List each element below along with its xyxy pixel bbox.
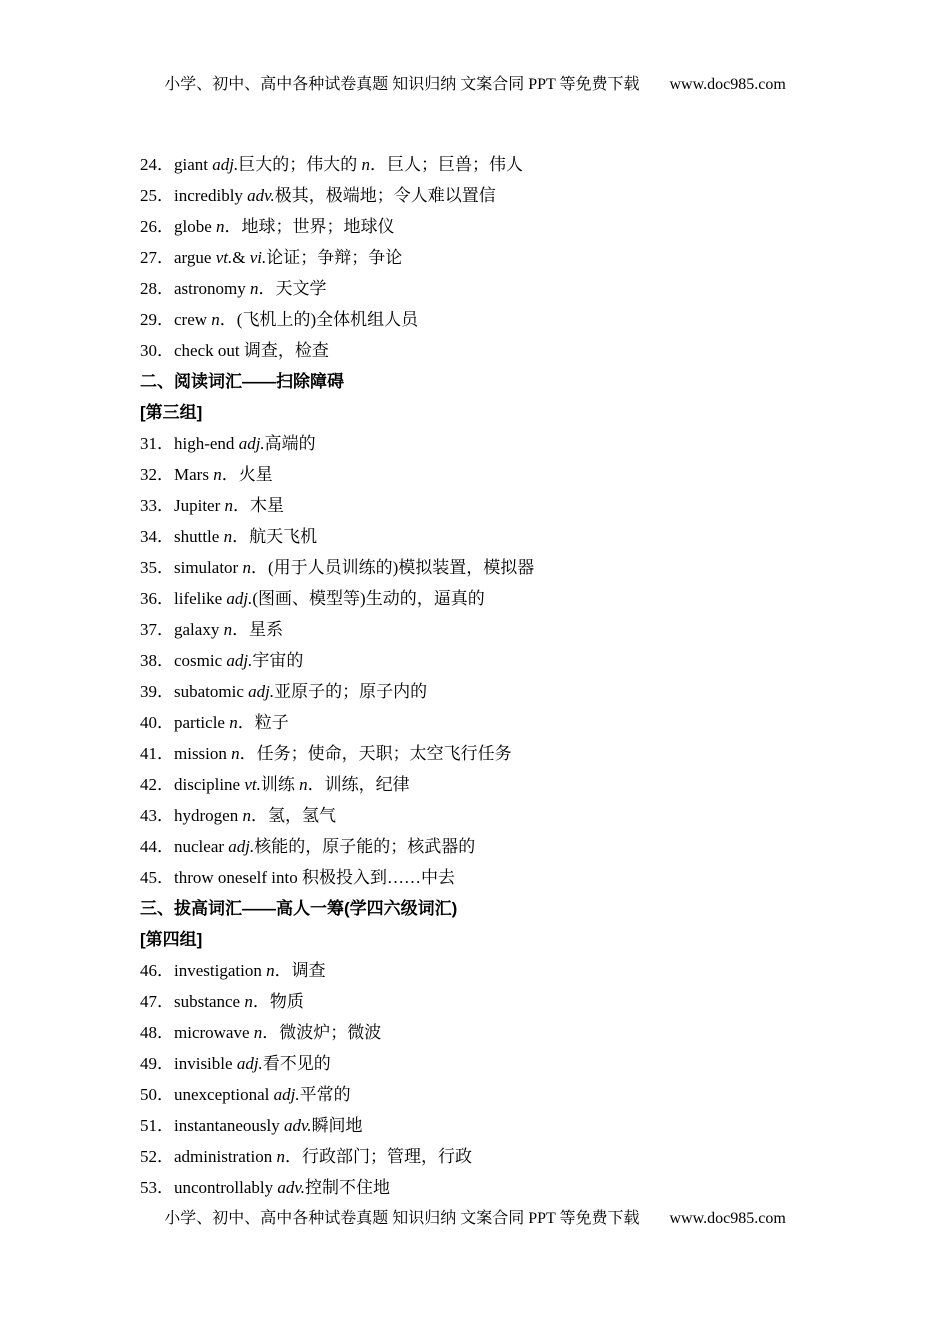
- chinese-definition: ．火星: [221, 465, 273, 484]
- chinese-definition: ．训练，纪律: [307, 775, 410, 794]
- vocab-entry: [140, 211, 950, 242]
- vocab-entry: [140, 335, 950, 366]
- vocab-entry: [140, 1079, 950, 1110]
- group-label: [第四组]: [140, 930, 203, 949]
- chinese-definition: ．粒子: [237, 713, 289, 732]
- vocab-entry: [140, 831, 950, 862]
- entry-number: 46．: [140, 961, 174, 980]
- vocab-entry: [140, 707, 950, 738]
- chinese-definition: 训练: [260, 775, 300, 794]
- english-term: crew: [174, 310, 212, 329]
- vocab-entry: [140, 1141, 950, 1172]
- english-term: substance: [174, 992, 245, 1011]
- entry-number: 24．: [140, 155, 174, 174]
- entry-number: 40．: [140, 713, 174, 732]
- entry-number: 36．: [140, 589, 174, 608]
- footer-site-url: www.doc985.com: [669, 1210, 786, 1227]
- english-term: invisible: [174, 1054, 237, 1073]
- english-term: high-end: [174, 434, 239, 453]
- part-of-speech: n: [242, 806, 251, 825]
- chinese-definition: ．任务；使命，天职；太空飞行任务: [239, 744, 512, 763]
- vocab-entry: [140, 769, 950, 800]
- chinese-definition: ．航天飞机: [232, 527, 318, 546]
- chinese-definition: (图画、模型等)生动的，逼真的: [252, 589, 485, 608]
- vocab-entry: [140, 955, 950, 986]
- part-of-speech: adj.: [212, 155, 239, 174]
- vocab-entry: [140, 552, 950, 583]
- part-of-speech: n: [253, 1023, 263, 1042]
- chinese-definition: 论证；争辩；争论: [266, 248, 403, 267]
- chinese-definition: ．星系: [232, 620, 284, 639]
- vocab-entry: [140, 242, 950, 273]
- vocab-entry: [140, 862, 950, 893]
- english-term: discipline: [174, 775, 245, 794]
- entry-number: 38．: [140, 651, 174, 670]
- entry-number: 48．: [140, 1023, 174, 1042]
- footer-text: 小学、初中、高中各种试卷真题 知识归纳 文案合同 PPT 等免费下载: [164, 1210, 640, 1227]
- part-of-speech: n: [244, 992, 253, 1011]
- entry-number: 50．: [140, 1085, 174, 1104]
- vocab-entry: [140, 738, 950, 769]
- vocab-entry: [140, 583, 950, 614]
- english-term: Jupiter: [174, 496, 225, 515]
- english-term: globe: [174, 217, 217, 236]
- part-of-speech: adj.: [226, 651, 253, 670]
- chinese-definition: 宇宙的: [252, 651, 304, 670]
- entry-number: 51．: [140, 1116, 174, 1135]
- english-term: uncontrollably: [174, 1178, 278, 1197]
- english-term: instantaneously: [174, 1116, 285, 1135]
- entry-number: 43．: [140, 806, 174, 825]
- part-of-speech: n: [231, 744, 240, 763]
- chinese-definition: 瞬间地: [311, 1116, 363, 1135]
- part-of-speech: n: [361, 155, 370, 174]
- chinese-definition: ．木星: [233, 496, 285, 515]
- entry-number: 42．: [140, 775, 174, 794]
- chinese-definition: ．行政部门；管理，行政: [284, 1147, 472, 1166]
- entry-number: 25．: [140, 186, 174, 205]
- part-of-speech: n: [229, 713, 238, 732]
- chinese-definition: 平常的: [299, 1085, 351, 1104]
- part-of-speech: adj.: [226, 589, 253, 608]
- english-term: check out: [174, 341, 244, 360]
- chinese-definition: ．(飞机上的)全体机组人员: [219, 310, 419, 329]
- english-term: administration: [174, 1147, 277, 1166]
- english-term: particle: [174, 713, 230, 732]
- entry-number: 39．: [140, 682, 174, 701]
- part-of-speech: n: [216, 217, 225, 236]
- entry-number: 30．: [140, 341, 174, 360]
- chinese-definition: 看不见的: [262, 1054, 331, 1073]
- part-of-speech: adj.: [236, 1054, 263, 1073]
- part-of-speech: vi.: [249, 248, 267, 267]
- entry-number: 49．: [140, 1054, 174, 1073]
- english-term: subatomic: [174, 682, 249, 701]
- vocab-entry: [140, 428, 950, 459]
- chinese-definition: ．地球；世界；地球仪: [224, 217, 395, 236]
- header-text: 小学、初中、高中各种试卷真题 知识归纳 文案合同 PPT 等免费下载: [164, 76, 640, 93]
- english-term: argue: [174, 248, 216, 267]
- chinese-definition: 积极投入到……中去: [301, 868, 455, 887]
- page-footer: [0, 1205, 950, 1228]
- english-term: simulator: [174, 558, 243, 577]
- entry-number: 26．: [140, 217, 174, 236]
- entry-number: 31．: [140, 434, 174, 453]
- english-term: incredibly: [174, 186, 248, 205]
- part-of-speech: adv.: [277, 1178, 305, 1197]
- part-of-speech: n: [223, 620, 233, 639]
- part-of-speech: adv.: [247, 186, 275, 205]
- english-term: lifelike: [174, 589, 227, 608]
- english-term: mission: [174, 744, 232, 763]
- vocab-entry: [140, 986, 950, 1017]
- vocab-entry: [140, 273, 950, 304]
- entry-number: 33．: [140, 496, 174, 515]
- header-site-url: www.doc985.com: [669, 76, 786, 93]
- section-heading: 二、阅读词汇——扫除障碍: [140, 372, 344, 391]
- english-term: investigation: [174, 961, 267, 980]
- vocab-entry: [140, 1172, 950, 1203]
- entry-number: 37．: [140, 620, 174, 639]
- chinese-definition: ．微波炉；微波: [262, 1023, 382, 1042]
- vocab-entry: [140, 1110, 950, 1141]
- entry-number: 41．: [140, 744, 174, 763]
- english-term: Mars: [174, 465, 214, 484]
- part-of-speech: vt.: [244, 775, 261, 794]
- english-term: microwave: [174, 1023, 254, 1042]
- entry-number: 27．: [140, 248, 174, 267]
- vocab-entry: [140, 800, 950, 831]
- entry-number: 45．: [140, 868, 174, 887]
- part-of-speech: adj.: [248, 682, 275, 701]
- part-of-speech: n: [211, 310, 220, 329]
- chinese-definition: 控制不住地: [304, 1178, 390, 1197]
- chinese-definition: ．调查: [274, 961, 326, 980]
- part-of-speech: n: [223, 527, 233, 546]
- page-header: [0, 0, 950, 94]
- entry-number: 28．: [140, 279, 174, 298]
- chinese-definition: ．物质: [252, 992, 304, 1011]
- english-term: nuclear: [174, 837, 229, 856]
- part-of-speech: n: [242, 558, 251, 577]
- english-term: giant: [174, 155, 213, 174]
- part-of-speech: adj.: [273, 1085, 300, 1104]
- part-of-speech: n: [213, 465, 222, 484]
- english-term: astronomy: [174, 279, 251, 298]
- vocab-entry: [140, 521, 950, 552]
- vocab-entry: [140, 1017, 950, 1048]
- entry-number: 35．: [140, 558, 174, 577]
- vocab-entry: [140, 149, 950, 180]
- entry-number: 52．: [140, 1147, 174, 1166]
- chinese-definition: 调查，检查: [243, 341, 329, 360]
- vocabulary-list: [0, 149, 950, 1203]
- entry-number: 29．: [140, 310, 174, 329]
- part-of-speech: n: [299, 775, 308, 794]
- english-term: throw oneself into: [174, 868, 302, 887]
- vocab-entry: [140, 459, 950, 490]
- vocab-entry: [140, 1048, 950, 1079]
- chinese-definition: ．巨人；巨兽；伟人: [369, 155, 523, 174]
- vocab-entry: [140, 304, 950, 335]
- vocab-entry: [140, 180, 950, 211]
- english-term: unexceptional: [174, 1085, 274, 1104]
- chinese-definition: ．氢，氢气: [250, 806, 336, 825]
- english-term: &: [232, 248, 250, 267]
- part-of-speech: adv.: [284, 1116, 312, 1135]
- english-term: hydrogen: [174, 806, 243, 825]
- entry-number: 53．: [140, 1178, 174, 1197]
- entry-number: 34．: [140, 527, 174, 546]
- chinese-definition: ．(用于人员训练的)模拟装置，模拟器: [250, 558, 535, 577]
- english-term: galaxy: [174, 620, 224, 639]
- chinese-definition: 核能的，原子能的；核武器的: [254, 837, 476, 856]
- chinese-definition: 巨大的；伟大的: [238, 155, 362, 174]
- chinese-definition: ．天文学: [258, 279, 327, 298]
- part-of-speech: adj.: [228, 837, 255, 856]
- part-of-speech: n: [276, 1147, 285, 1166]
- section-heading: 三、拔高词汇——高人一筹(学四六级词汇): [140, 899, 458, 918]
- english-term: cosmic: [174, 651, 227, 670]
- chinese-definition: 极其，极端地；令人难以置信: [274, 186, 496, 205]
- chinese-definition: 亚原子的；原子内的: [274, 682, 428, 701]
- entry-number: 47．: [140, 992, 174, 1011]
- entry-number: 44．: [140, 837, 174, 856]
- english-term: shuttle: [174, 527, 224, 546]
- part-of-speech: n: [266, 961, 275, 980]
- vocab-entry: [140, 676, 950, 707]
- part-of-speech: n: [250, 279, 259, 298]
- part-of-speech: vt.: [215, 248, 233, 267]
- vocab-entry: [140, 614, 950, 645]
- group-label: [第三组]: [140, 403, 203, 422]
- entry-number: 32．: [140, 465, 174, 484]
- part-of-speech: adj.: [238, 434, 265, 453]
- vocab-entry: [140, 490, 950, 521]
- chinese-definition: 高端的: [264, 434, 316, 453]
- vocab-entry: [140, 645, 950, 676]
- part-of-speech: n: [224, 496, 234, 515]
